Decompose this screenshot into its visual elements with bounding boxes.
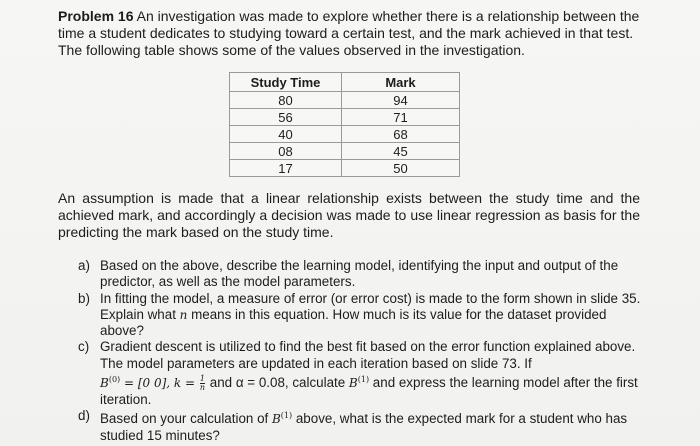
question-letter: c) — [78, 339, 90, 355]
math-superscript: (0) — [108, 375, 121, 385]
question-text-part: means in this equation. How much is its value for the dataset provided above? — [100, 306, 607, 339]
question-d — [78, 408, 648, 444]
study-time-cell: 80 — [230, 92, 342, 109]
question-text-part: and express the learning model after the first iteration. — [100, 375, 638, 408]
mark-cell: 45 — [342, 143, 460, 160]
math-variable-n: n — [179, 307, 188, 322]
mark-cell: 94 — [342, 92, 460, 109]
study-time-cell: 08 — [230, 143, 342, 160]
math-expression — [100, 374, 206, 393]
math-symbol: B — [100, 376, 109, 391]
mark-cell: 68 — [342, 126, 460, 143]
table-row — [230, 143, 460, 160]
math-superscript: (1) — [280, 411, 293, 421]
assumption-paragraph: An assumption is made that a linear relationship exists between the study time and the achieved mark, and accordingly a decision was made to use linear regression as basis for the predicting the mark based on the study time. — [58, 190, 640, 240]
table-row — [230, 126, 460, 143]
math-expression — [272, 412, 292, 426]
mark-cell: 71 — [342, 109, 460, 126]
question-letter: d) — [78, 408, 90, 424]
math-superscript: (1) — [357, 375, 370, 385]
question-text-part: and α = 0.08, calculate — [206, 375, 349, 391]
fraction — [200, 375, 205, 392]
fraction-denominator: n — [199, 383, 206, 393]
problem-intro-text: An investigation was made to explore whether there is a relationship between the time a student dedicates to studying toward a certain test, and the mark achieved in that test. The following table shows some of the values observed in the investigation. — [58, 8, 640, 58]
question-list — [78, 258, 648, 444]
mark-cell: 50 — [342, 160, 460, 177]
study-mark-table — [229, 72, 460, 177]
table-row — [230, 160, 460, 177]
question-letter: a) — [78, 258, 90, 273]
question-text: Based on the above, describe the learning model, identifying the input and output of the predictor, as well as the model parameters. — [100, 258, 619, 290]
question-b — [78, 291, 648, 340]
question-text-part: above, what is the expected mark for a student who has studied 15 minutes? — [100, 411, 628, 443]
study-time-cell: 17 — [230, 160, 342, 177]
study-time-cell: 40 — [230, 126, 342, 143]
question-letter: b) — [78, 290, 90, 306]
column-header-mark: Mark — [342, 73, 460, 92]
column-header-study-time: Study Time — [230, 73, 342, 92]
math-symbol: = [0 0], k = — [120, 376, 199, 391]
question-c — [78, 339, 648, 408]
table-row — [230, 92, 460, 109]
math-symbol: B — [348, 376, 358, 391]
fraction-numerator: 1 — [199, 374, 206, 384]
table-row — [230, 109, 460, 126]
math-symbol: B — [271, 412, 281, 427]
math-expression — [349, 376, 369, 390]
question-text-part: Based on your calculation of — [100, 411, 272, 427]
problem-intro — [58, 8, 648, 59]
question-a — [78, 258, 648, 291]
study-time-cell: 56 — [230, 109, 342, 126]
question-text-part: Gradient descent is utilized to find the best fit based on the error function explained above. The model parameters are updated in each iteration based on slide 73. If — [100, 339, 636, 371]
problem-label: Problem 16 — [58, 8, 134, 24]
table-header-row — [230, 73, 460, 92]
question-text-part: In fitting the model, a measure of error (or error cost) is made to the form shown in slide 35. Explain what — [100, 290, 641, 322]
